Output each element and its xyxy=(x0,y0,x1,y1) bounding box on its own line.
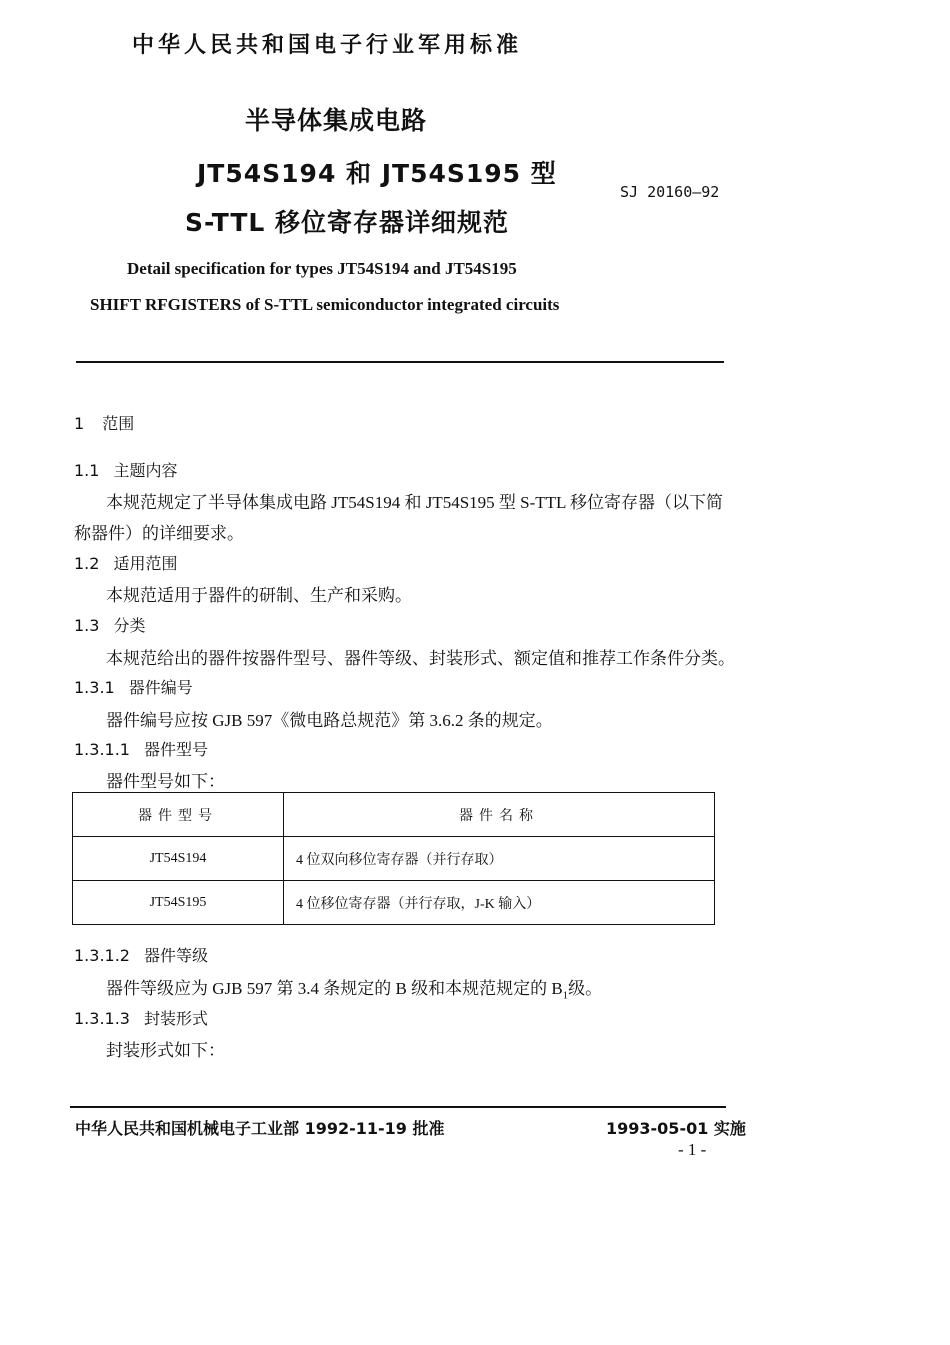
section-1-2-heading xyxy=(74,551,177,574)
section-1-1-heading xyxy=(74,458,177,481)
english-title-line-2: SHIFT RFGISTERS of S-TTL semiconductor integrated circuits xyxy=(90,295,560,314)
section-number: 1.3.1.2 xyxy=(74,946,130,965)
body-text-main: 器件等级应为 GJB 597 第 3.4 条规定的 B 级和本规范规定的 B xyxy=(106,979,563,998)
body-text-end: 级。 xyxy=(568,979,603,998)
section-number: 1.2 xyxy=(74,554,100,573)
section-number: 1.3 xyxy=(74,616,100,635)
table-cell-name: 4 位双向移位寄存器（并行存取） xyxy=(284,837,715,881)
section-1-3-1-body: 器件编号应按 GJB 597《微电路总规范》第 3.6.2 条的规定。 xyxy=(106,711,553,730)
section-title: 器件等级 xyxy=(143,946,208,965)
section-number: 1 xyxy=(74,414,85,433)
document-title-line-3: S-TTL 移位寄存器详细规范 xyxy=(185,208,510,237)
section-title: 器件编号 xyxy=(128,678,193,697)
standard-category-title: 中华人民共和国电子行业军用标准 xyxy=(132,33,523,58)
section-1-1-body-line-1: 本规范规定了半导体集成电路 JT54S194 和 JT54S195 型 S-TTL 移位寄存器（以下简 xyxy=(106,493,724,512)
standard-number: SJ 20160—92 xyxy=(620,183,720,201)
section-1-3-1-heading xyxy=(74,675,193,698)
table-header-name: 器件名称 xyxy=(284,793,715,837)
section-title: 主题内容 xyxy=(113,461,178,480)
table-row xyxy=(73,881,715,925)
document-title-line-1: 半导体集成电路 xyxy=(245,106,428,135)
table-header-model: 器件型号 xyxy=(73,793,284,837)
footer-divider xyxy=(70,1106,726,1108)
section-number: 1.3.1.1 xyxy=(74,740,130,759)
section-number: 1.3.1.3 xyxy=(74,1009,130,1028)
section-1-3-heading xyxy=(74,613,145,636)
table-cell-name: 4 位移位寄存器（并行存取，J-K 输入） xyxy=(284,881,715,925)
effective-date: 1993-05-01 实施 xyxy=(606,1119,746,1138)
section-1-3-1-1-body: 器件型号如下： xyxy=(106,772,225,791)
subscript: 1 xyxy=(562,989,569,1002)
section-1-2-body: 本规范适用于器件的研制、生产和采购。 xyxy=(106,586,412,605)
section-1-3-1-2-heading xyxy=(74,943,208,966)
section-title: 封装形式 xyxy=(143,1009,208,1028)
approval-statement: 中华人民共和国机械电子工业部 1992-11-19 批准 xyxy=(75,1119,445,1138)
table-header-row xyxy=(73,793,715,837)
device-model-table xyxy=(72,792,715,925)
table-cell-model: JT54S195 xyxy=(73,881,284,925)
table-row xyxy=(73,837,715,881)
section-number: 1.3.1 xyxy=(74,678,115,697)
section-title: 范围 xyxy=(102,414,135,433)
section-1-3-1-2-body xyxy=(106,974,602,1001)
document-title-line-2: JT54S194 和 JT54S195 型 xyxy=(197,159,557,188)
section-title: 器件型号 xyxy=(143,740,208,759)
section-1-3-1-1-heading xyxy=(74,737,208,760)
section-1-3-1-3-body: 封装形式如下： xyxy=(106,1041,225,1060)
section-1-heading xyxy=(74,411,134,434)
section-number: 1.1 xyxy=(74,461,100,480)
english-title-line-1: Detail specification for types JT54S194 and JT54S195 xyxy=(127,259,517,278)
page-number: - 1 - xyxy=(678,1140,707,1159)
section-1-1-body-line-2: 称器件）的详细要求。 xyxy=(74,524,244,543)
section-1-3-1-3-heading xyxy=(74,1006,208,1029)
section-1-3-body: 本规范给出的器件按器件型号、器件等级、封装形式、额定值和推荐工作条件分类。 xyxy=(106,649,735,668)
header-divider xyxy=(76,361,724,363)
section-title: 适用范围 xyxy=(113,554,178,573)
table-cell-model: JT54S194 xyxy=(73,837,284,881)
section-title: 分类 xyxy=(113,616,146,635)
